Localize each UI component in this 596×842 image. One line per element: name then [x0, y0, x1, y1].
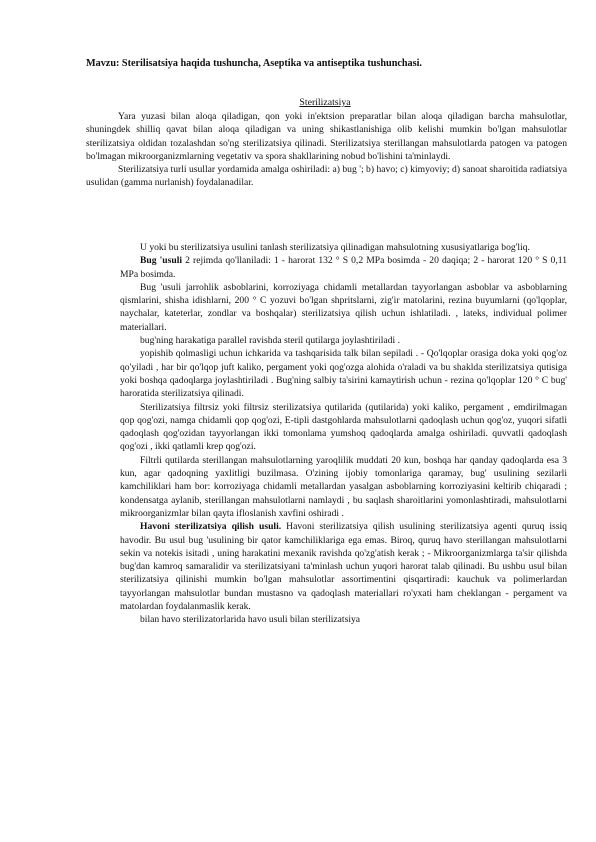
paragraph-air-method — [120, 520, 567, 613]
air-method-label: Havoni sterilizatsiya qilish usuli. — [140, 521, 282, 533]
paragraph-sterilization-methods: Sterilizatsiya turli usullar yordamida amalga oshiriladi: a) bug '; b) havo; c) kimyoviy; d) sanoat sharoitida radiatsiya usulidan (gamma nurlanish) foydalanadilar. — [86, 164, 567, 189]
methods-block — [120, 241, 567, 627]
paragraph-shelf-life: Filtrli qutilarda sterillangan mahsulotlarning yaroqlilik muddati 20 kun, boshqa har qanday qadoqlarda esa 3 kun, agar qadoqning yaxlitligi buzilmasa. O'zining ijobiy tomonlariga qaramay, bug' usulining sezilarli kamchiliklari ham bor: korroziyaga chidamli metallardan yasalgan asboblarning korroziyasini keltirib chiqaradi ; kondensatga aylanib, sterillangan mahsulotlarni namlaydi , bu saqlash sharoitlarini yomonlashtiradi, mahsulotlarni mikroorganizmlar bilan qayta ifloslanish xavfini oshiradi . — [120, 454, 567, 519]
intro-block — [86, 110, 567, 190]
paragraph-packaging: Sterilizatsiya filtrsiz yoki filtrsiz sterilizatsiya qutilarida (qutilarida) yoki kaliko, pergament , emdirilmagan qop qog'ozi, namga chidamli qop qog'ozi, E-tipli dastgohlarda mahsulotlarni qadoqlash uchun qog'oz, yuqori sifatli qadoqlash qog'ozidan tayyorlangan ikki tomonlama yumshoq qadoqlarda amalga oshiriladi. quvvatli qadoqlash qog'ozi , ikki qatlamli krep qog'ozi. — [120, 401, 567, 453]
paragraph-air-sterilizers: bilan havo sterilizatorlarida havo usuli bilan sterilizatsiya — [140, 614, 361, 626]
document-title: Mavzu: Sterilisatsiya haqida tushuncha, Aseptika va antiseptika tushunchasi. — [86, 58, 422, 69]
paragraph-gloves: yopishib qolmasligi uchun ichkarida va tashqarisida talk bilan sepiladi . - Qo'lqoplar orasiga doka yoki qog'oz qo'yiladi , har bir qo'lqop juft kaliko, pergament yoki qog'ozga alohida o'raladi va bu shaklda sterilizatsiya qutisiga yoki boshqa qadoqlarga joylashtiriladi . Bug'ning salbiy ta'sirini kamaytirish uchun - rezina qo'lqoplar 120 ° C bug' haroratida sterilizatsiya qilinadi. — [120, 348, 567, 400]
section-heading: Sterilizatsiya — [299, 97, 351, 108]
steam-method-label: Bug 'usuli — [140, 255, 183, 267]
paragraph-sterilization-purpose: Yara yuzasi bilan aloqa qiladigan, qon yoki in'ektsion preparatlar bilan aloqa qiladigan barcha mahsulotlar, shuningdek shilliq qavat bilan aloqa qiladigan va uning shikastlanishiga olib kelishi mumkin bo'lgan mahsulotlar sterilizatsiya oldidan tozalashdan so'ng sterilizatsiya qilinadi. Sterilizatsiya sterillangan mahsulotlarda patogen va patogen bo'lmagan mikroorganizmlarning vegetativ va spora shakllarining nobud bo'lishini ta'minlaydi. — [86, 111, 567, 162]
paragraph-steam-boxes: bug'ning harakatiga parallel ravishda steril qutilarga joylashtiriladi . — [140, 335, 400, 347]
paragraph-method-choice: U yoki bu sterilizatsiya usulini tanlash sterilizatsiya qilinadigan mahsulotning xususiyatlariga bog'liq. — [140, 242, 530, 253]
paragraph-steam-modes — [120, 254, 567, 281]
air-method-text: Havoni sterilizatsiya qilish usulining sterilizatsiya agenti quruq issiq havodir. Bu usul bug 'usulining bir qator kamchiliklariga ega emas. Biroq, quruq havo sterillangan mahsulotlarni sekin va notekis isitadi , uning harakatini mexanik ravishda qo'zg'atish kerak ; - Mikroorganizmlarga ta'sir qilishda bug'dan kamroq samaralidir va sterilizatsiyani ta'minlash uchun yuqori harorat talab qilinadi. Bu ushbu usul bilan sterilizatsiya qilinishi mumkin bo'lgan mahsulotlar assortimentini qisqartiradi: kauchuk va polimerlardan tayyorlangan mahsulotlar bundan mustasno va qadoqlash materiallari ro'yxati ham cheklangan - pergament va matolardan foydalanmaslik kerak. — [120, 521, 567, 613]
paragraph-steam-uses: Bug 'usuli jarrohlik asboblarini, korroziyaga chidamli metallardan tayyorlangan asboblar va asboblarning qismlarini, shisha idishlarni, 200 ° C yozuvi bo'lgan shpritslarni, zig'ir matolarini, rezina buyumlarni (qo'lqoplar, naychalar, kateterlar, zondlar va boshqalar) sterilizatsiya qilish uchun ishlatiladi. , lateks, individual polimer materiallari. — [120, 281, 567, 333]
steam-modes-text: 2 rejimda qo'llaniladi: 1 - harorat 132 ° S 0,2 MPa bosimda - 20 daqiqa; 2 - harorat 120 ° S 0,11 MPa bosimda. — [120, 255, 567, 280]
